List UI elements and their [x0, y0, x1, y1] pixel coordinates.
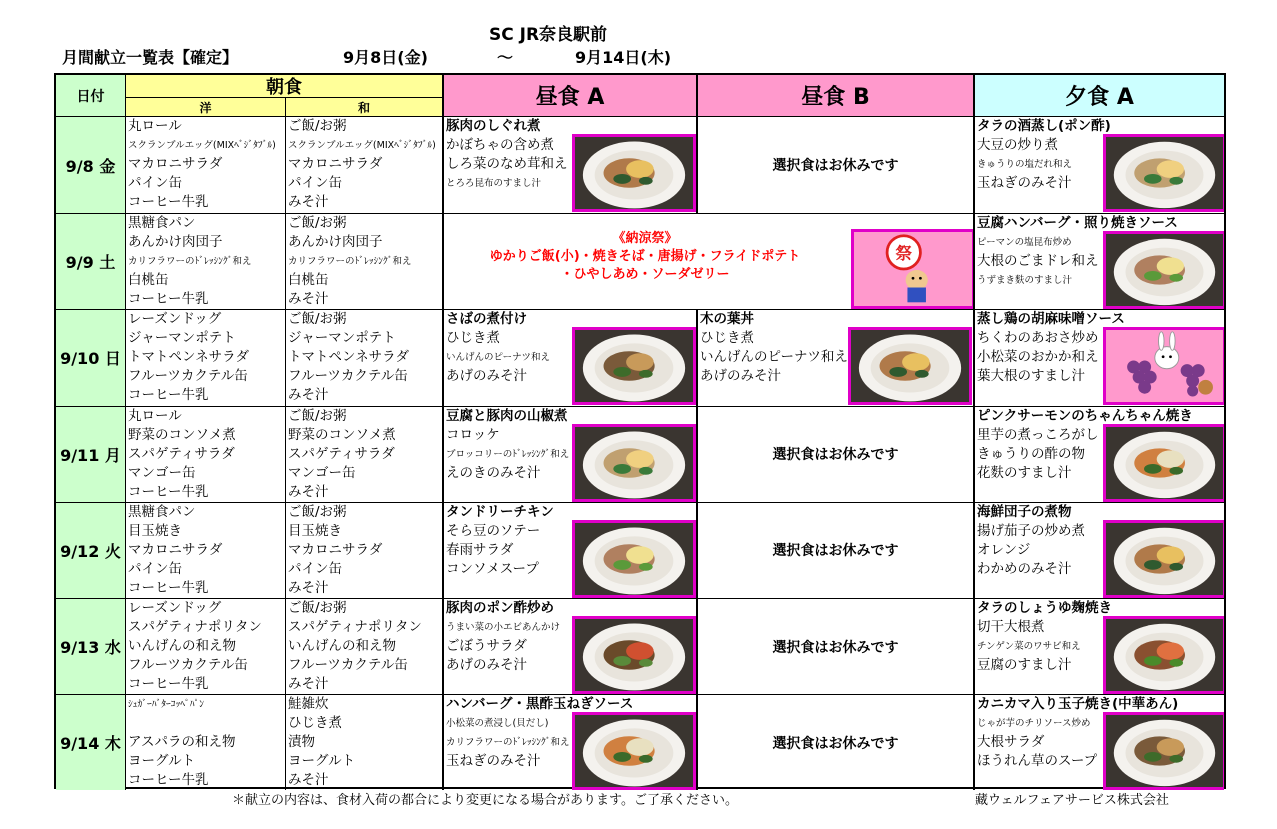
- menu-item: ごぼうサラダ: [446, 638, 527, 654]
- lunch-b-cell: [696, 309, 973, 405]
- menu-item: 漬物: [288, 734, 315, 751]
- menu-item: スパゲティサラダ: [128, 445, 235, 462]
- menu-item: みそ汁: [288, 291, 329, 308]
- western-cell: [125, 309, 285, 405]
- menu-item: ｼｭｶﾞｰﾊﾞﾀｰｺｯﾍﾟﾊﾟﾝ: [128, 699, 205, 711]
- dinner-a-cell: [973, 213, 1224, 309]
- lunch-a-cell: [442, 694, 696, 790]
- lunch-b-cell: 選択食はお休みです: [696, 598, 973, 694]
- food-photo: [572, 424, 696, 502]
- menu-item: カニカマ入り玉子焼き(中華あん): [977, 696, 1179, 713]
- menu-item: じゃが芋のチリソース炒め: [977, 718, 1091, 730]
- date-cell: 9/10 日: [56, 309, 125, 405]
- menu-item: [126, 714, 285, 733]
- menu-item: 玉ねぎのみそ汁: [446, 753, 541, 770]
- food-photo: [848, 327, 972, 405]
- menu-item: フルーツカクテル缶: [128, 657, 248, 673]
- menu-item: ハンバーグ・黒酢玉ねぎソース: [446, 696, 634, 713]
- menu-item: しろ菜のなめ茸和え: [446, 156, 568, 172]
- menu-item: 白桃缶: [128, 272, 169, 289]
- menu-table: [54, 73, 1226, 789]
- western-cell: [125, 117, 285, 213]
- menu-item: タラの酒蒸し(ポン酢): [977, 118, 1111, 134]
- menu-item: ピンクサーモンのちゃんちゃん焼き: [977, 407, 1193, 424]
- food-photo: [1103, 424, 1224, 502]
- menu-item: かぼちゃの含め煮: [446, 137, 554, 153]
- menu-item: 花麩のすまし汁: [977, 464, 1072, 481]
- lunch-b-cell: 選択食はお休みです: [696, 502, 973, 598]
- menu-item: パイン缶: [128, 560, 182, 577]
- menu-item: マカロニサラダ: [128, 156, 223, 172]
- menu-item: 目玉焼き: [288, 522, 342, 539]
- dinner-a-cell: [973, 309, 1224, 405]
- menu-item: ひじき煮: [288, 715, 342, 732]
- menu-item: 目玉焼き: [128, 522, 182, 539]
- menu-item: フルーツカクテル缶: [288, 657, 408, 673]
- menu-item: 豆腐のすまし汁: [977, 657, 1072, 673]
- header-breakfast: 朝食: [125, 75, 442, 97]
- menu-item: オレンジ: [977, 541, 1031, 558]
- menu-item: パイン缶: [288, 175, 342, 191]
- lunch-b-cell: 選択食はお休みです: [696, 406, 973, 502]
- food-photo: [572, 327, 696, 405]
- menu-item: タンドリーチキン: [446, 503, 554, 520]
- menu-item: 黒糖食パン: [128, 503, 196, 520]
- menu-item: レーズンドッグ: [128, 311, 222, 328]
- menu-item: ひじき煮: [446, 330, 500, 347]
- menu-item: コーヒー牛乳: [128, 483, 209, 500]
- menu-item: トマトペンネサラダ: [288, 349, 409, 366]
- company-name: 藏ウェルフェアサービス株式会社: [975, 793, 1169, 808]
- menu-item: ヨーグルト: [288, 753, 356, 770]
- lunch-a-cell: [442, 406, 696, 502]
- menu-item: 野菜のコンソメ煮: [128, 426, 236, 443]
- menu-item: コーヒー牛乳: [128, 772, 209, 789]
- japanese-cell: [285, 598, 442, 694]
- lunch-b-cell: 選択食はお休みです: [696, 117, 973, 213]
- date-cell: 9/11 月: [56, 406, 125, 502]
- menu-item: いんげんのピーナツ和え: [700, 349, 848, 366]
- menu-item: あげのみそ汁: [700, 368, 781, 385]
- menu-item: そら豆のソテー: [446, 522, 541, 539]
- store-name: SC JR奈良駅前: [489, 25, 608, 45]
- japanese-cell: [285, 406, 442, 502]
- header-dinner-a: 夕食 A: [973, 75, 1224, 117]
- menu-item: マカロニサラダ: [288, 541, 383, 558]
- menu-item: ご飯/お粥: [288, 407, 347, 424]
- japanese-cell: [285, 309, 442, 405]
- menu-item: マンゴー缶: [288, 464, 356, 481]
- food-photo: [572, 616, 696, 694]
- japanese-cell: [285, 502, 442, 598]
- menu-item: あげのみそ汁: [446, 368, 527, 385]
- date-cell: 9/13 水: [56, 598, 125, 694]
- menu-item: みそ汁: [288, 387, 329, 404]
- special-menu-line: 《納涼祭》: [612, 231, 678, 247]
- menu-item: スパゲティサラダ: [288, 445, 395, 462]
- menu-item: コーヒー牛乳: [128, 676, 209, 692]
- date-cell: 9/8 金: [56, 117, 125, 213]
- menu-item: あげのみそ汁: [446, 657, 527, 673]
- menu-item: 丸ロール: [128, 118, 182, 134]
- special-menu-line: ゆかりご飯(小)・焼きそば・唐揚げ・フライドポテト: [489, 249, 801, 265]
- menu-item: レーズンドッグ: [128, 600, 222, 616]
- menu-item: スクランブルエッグ(MIXﾍﾞｼﾞﾀﾌﾞﾙ): [288, 140, 436, 151]
- menu-item: ピーマンの塩昆布炒め: [977, 237, 1072, 249]
- menu-item: ジャーマンポテト: [128, 330, 236, 347]
- menu-item: みそ汁: [288, 772, 329, 789]
- menu-item: 豆腐と豚肉の山椒煮: [446, 407, 568, 424]
- menu-item: カリフラワーのﾄﾞﾚｯｼﾝｸﾞ和え: [128, 256, 252, 268]
- menu-item: 海鮮団子の煮物: [977, 503, 1072, 520]
- menu-item: コーヒー牛乳: [128, 291, 209, 308]
- lunch-a-cell: [442, 502, 696, 598]
- dinner-a-cell: [973, 694, 1224, 790]
- header-date: 日付: [56, 75, 125, 117]
- menu-item: みそ汁: [288, 676, 329, 692]
- menu-item: 豆腐ハンバーグ・照り焼きソース: [977, 215, 1178, 232]
- menu-item: パイン缶: [288, 560, 342, 577]
- menu-item: きゅうりの塩だれ和え: [977, 159, 1073, 170]
- menu-item: 野菜のコンソメ煮: [288, 426, 396, 443]
- header-lunch-b: 昼食 B: [696, 75, 973, 117]
- menu-item: フルーツカクテル缶: [128, 368, 248, 385]
- food-photo: [572, 134, 696, 212]
- menu-item: 豚肉のポン酢炒め: [446, 600, 554, 616]
- special-event-cell: [442, 213, 973, 309]
- lunch-a-cell: [442, 598, 696, 694]
- food-photo: [1103, 616, 1224, 694]
- western-cell: [125, 213, 285, 309]
- menu-item: 豚肉のしぐれ煮: [446, 118, 541, 134]
- menu-item: とろろ昆布のすまし汁: [446, 178, 542, 189]
- menu-item: きゅうりの酢の物: [977, 445, 1085, 462]
- menu-item: 鮭雑炊: [288, 696, 329, 713]
- menu-item: フルーツカクテル缶: [288, 368, 408, 385]
- menu-item: ご飯/お粥: [288, 215, 347, 232]
- special-menu-line: ・ひやしあめ・ソーダゼリー: [560, 267, 730, 283]
- menu-item: 大根サラダ: [977, 734, 1045, 751]
- menu-item: 葉大根のすまし汁: [977, 368, 1085, 385]
- menu-item: チンゲン菜のワサビ和え: [977, 641, 1081, 652]
- menu-item: 小松菜の煮浸し(貝だし): [446, 718, 549, 730]
- menu-item: ブロッコリーのﾄﾞﾚｯｼﾝｸﾞ和え: [446, 448, 570, 460]
- menu-item: ご飯/お粥: [288, 503, 347, 520]
- period-end: 9月14日(木): [575, 48, 672, 67]
- menu-item: ヨーグルト: [128, 753, 196, 770]
- menu-item: みそ汁: [288, 194, 329, 210]
- menu-item: カリフラワーのﾄﾞﾚｯｼﾝｸﾞ和え: [446, 737, 570, 749]
- dinner-a-cell: [973, 117, 1224, 213]
- lunch-a-cell: [442, 309, 696, 405]
- svg-text:祭: 祭: [895, 244, 913, 264]
- menu-item: コンソメスープ: [446, 560, 539, 577]
- menu-item: マンゴー缶: [128, 464, 196, 481]
- dinner-a-cell: [973, 598, 1224, 694]
- dinner-a-cell: [973, 406, 1224, 502]
- lunch-b-cell: 選択食はお休みです: [696, 694, 973, 790]
- menu-item: ちくわのあおさ炒め: [977, 330, 1099, 347]
- menu-item: 黒糖食パン: [128, 215, 196, 232]
- menu-item: いんげんの和え物: [128, 638, 236, 654]
- menu-item: スパゲティナポリタン: [288, 619, 422, 635]
- menu-item: えのきのみそ汁: [446, 464, 541, 481]
- menu-item: あんかけ肉団子: [128, 234, 223, 251]
- menu-item: いんげんのピーナツ和え: [446, 352, 551, 364]
- menu-item: 木の葉丼: [700, 311, 754, 328]
- japanese-cell: [285, 117, 442, 213]
- menu-item: ご飯/お粥: [288, 311, 347, 328]
- menu-item: パイン缶: [128, 175, 182, 191]
- special-menu-text: [444, 230, 846, 284]
- food-photo: [572, 520, 696, 598]
- western-cell: [125, 694, 285, 790]
- food-photo: [1103, 134, 1224, 212]
- food-photo: [1103, 231, 1224, 309]
- menu-item: コーヒー牛乳: [128, 579, 209, 596]
- menu-item: みそ汁: [288, 483, 329, 500]
- menu-item: あんかけ肉団子: [288, 234, 383, 251]
- menu-item: 白桃缶: [288, 272, 329, 289]
- header-western: 洋: [125, 97, 285, 117]
- menu-item: いんげんの和え物: [288, 638, 396, 654]
- menu-item: タラのしょうゆ麹焼き: [977, 600, 1112, 616]
- food-photo: [1103, 520, 1224, 598]
- menu-item: コロッケ: [446, 426, 500, 443]
- menu-item: マカロニサラダ: [288, 156, 383, 172]
- grape-rabbit-illustration: [1103, 327, 1224, 405]
- period-start: 9月8日(金): [343, 48, 428, 67]
- menu-item: ジャーマンポテト: [288, 330, 396, 347]
- menu-item: ご飯/お粥: [288, 600, 347, 616]
- dinner-a-cell: [973, 502, 1224, 598]
- menu-item: コーヒー牛乳: [128, 387, 209, 404]
- menu-item: 玉ねぎのみそ汁: [977, 175, 1072, 191]
- page-title: 月間献立一覧表【確定】: [62, 48, 239, 67]
- date-cell: 9/9 土: [56, 213, 125, 309]
- japanese-cell: [285, 213, 442, 309]
- western-cell: [125, 406, 285, 502]
- menu-item: わかめのみそ汁: [977, 560, 1072, 577]
- menu-item: マカロニサラダ: [128, 541, 223, 558]
- menu-item: スパゲティナポリタン: [128, 619, 262, 635]
- western-cell: [125, 502, 285, 598]
- menu-item: 大豆の炒り煮: [977, 137, 1058, 153]
- menu-item: 小松菜のおかか和え: [977, 349, 1099, 366]
- menu-item: 揚げ茄子の炒め煮: [977, 522, 1085, 539]
- menu-item: 春雨サラダ: [446, 541, 514, 558]
- menu-item: ほうれん草のスープ: [977, 753, 1098, 770]
- header-lunch-a: 昼食 A: [442, 75, 696, 117]
- food-photo: [572, 712, 696, 790]
- menu-item: みそ汁: [288, 579, 329, 596]
- menu-item: アスパラの和え物: [128, 734, 236, 751]
- menu-item: トマトペンネサラダ: [128, 349, 249, 366]
- lunch-a-cell: [442, 117, 696, 213]
- menu-item: カリフラワーのﾄﾞﾚｯｼﾝｸﾞ和え: [288, 256, 412, 268]
- festival-fan-illustration: [851, 229, 973, 309]
- menu-item: スクランブルエッグ(MIXﾍﾞｼﾞﾀﾌﾞﾙ): [128, 140, 276, 151]
- menu-item: 里芋の煮っころがし: [977, 426, 1099, 443]
- japanese-cell: [285, 694, 442, 790]
- header-japanese: 和: [285, 97, 442, 117]
- menu-item: ひじき煮: [700, 330, 754, 347]
- date-cell: 9/14 木: [56, 694, 125, 790]
- date-cell: 9/12 火: [56, 502, 125, 598]
- menu-item: 蒸し鶏の胡麻味噌ソース: [977, 311, 1125, 328]
- menu-item: ご飯/お粥: [288, 118, 347, 134]
- menu-item: うずまき麩のすまし汁: [977, 275, 1073, 287]
- menu-item: 大根のごまドレ和え: [977, 253, 1099, 270]
- menu-item: さばの煮付け: [446, 311, 527, 328]
- footnote: ＊献立の内容は、食材入荷の都合により変更になる場合があります。ご了承ください。: [232, 793, 738, 808]
- menu-item: 丸ロール: [128, 407, 182, 424]
- period-separator: ～: [497, 48, 514, 67]
- menu-item: コーヒー牛乳: [128, 194, 209, 210]
- menu-item: うまい菜の小エビあんかけ: [446, 622, 561, 633]
- western-cell: [125, 598, 285, 694]
- menu-item: 切干大根煮: [977, 619, 1045, 635]
- food-photo: [1103, 712, 1224, 790]
